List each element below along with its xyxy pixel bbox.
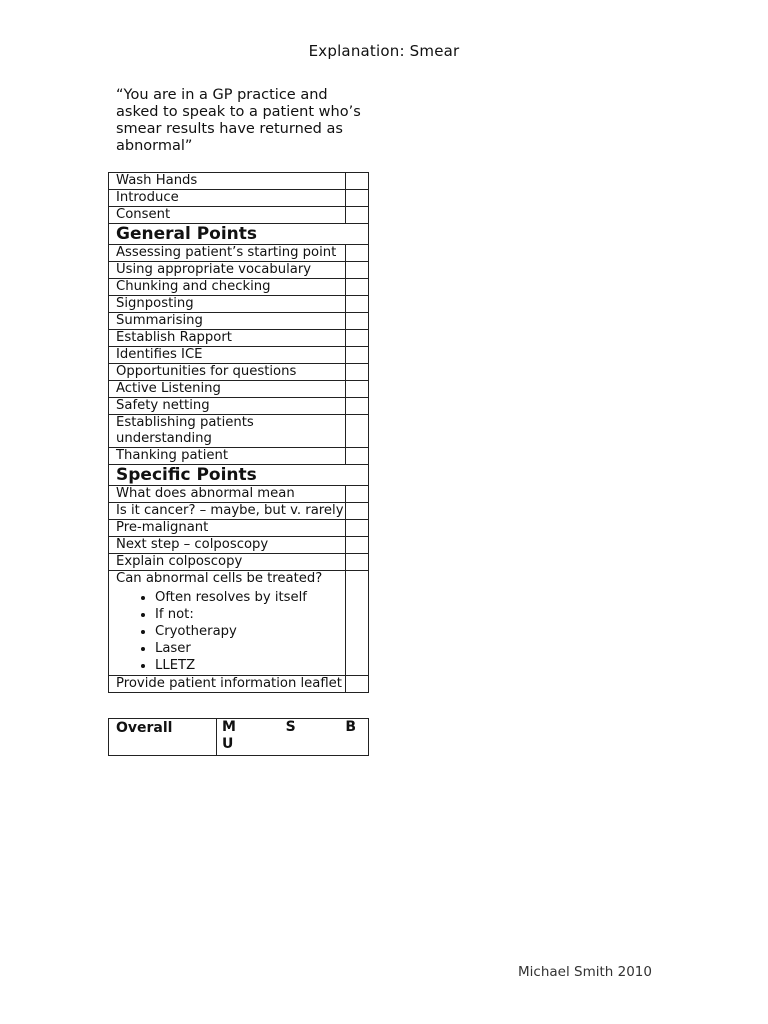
table-row bbox=[109, 486, 369, 503]
table-row bbox=[109, 381, 369, 398]
table-row bbox=[109, 676, 369, 693]
checkbox-cell[interactable] bbox=[346, 262, 369, 279]
treatment-bullets bbox=[116, 589, 345, 674]
list-item: • Often resolves by itself bbox=[155, 589, 345, 606]
table-row bbox=[109, 448, 369, 465]
overall-label: Overall bbox=[109, 719, 217, 756]
list-item: Establish Rapport bbox=[109, 330, 346, 347]
checkbox-cell[interactable] bbox=[346, 486, 369, 503]
checkbox-cell[interactable] bbox=[346, 537, 369, 554]
list-item: Using appropriate vocabulary bbox=[109, 262, 346, 279]
list-item: Signposting bbox=[109, 296, 346, 313]
item-introduce: Introduce bbox=[109, 190, 346, 207]
list-item: What does abnormal mean bbox=[109, 486, 346, 503]
overall-grade-table bbox=[108, 718, 369, 756]
scenario-text: “You are in a GP practice and asked to speak to a patient who’s smear results have returned as abnormal” bbox=[116, 87, 361, 154]
table-row bbox=[109, 364, 369, 381]
list-item: Summarising bbox=[109, 313, 346, 330]
checkbox-cell[interactable] bbox=[346, 571, 369, 676]
table-row bbox=[109, 719, 369, 756]
checkbox-cell[interactable] bbox=[346, 279, 369, 296]
table-row bbox=[109, 262, 369, 279]
table-row bbox=[109, 398, 369, 415]
treatment-question: Can abnormal cells be treated? bbox=[116, 571, 323, 586]
list-item: Pre-malignant bbox=[109, 520, 346, 537]
document-title: Explanation: Smear bbox=[308, 42, 460, 60]
checkbox-cell[interactable] bbox=[346, 381, 369, 398]
table-row bbox=[109, 537, 369, 554]
table-row bbox=[109, 330, 369, 347]
checkbox-cell[interactable] bbox=[346, 207, 369, 224]
checkbox-cell[interactable] bbox=[346, 245, 369, 262]
grade-b[interactable]: B bbox=[345, 719, 356, 735]
checkbox-cell[interactable] bbox=[346, 448, 369, 465]
list-item: Next step – colposcopy bbox=[109, 537, 346, 554]
specific-points-heading: Specific Points bbox=[109, 465, 369, 486]
checkbox-cell[interactable] bbox=[346, 554, 369, 571]
list-item: Chunking and checking bbox=[109, 279, 346, 296]
checklist-table bbox=[108, 172, 369, 693]
list-item: Establishing patients understanding bbox=[109, 415, 346, 448]
list-item: • LLETZ bbox=[155, 657, 345, 674]
treatment-item bbox=[109, 571, 346, 676]
table-row bbox=[109, 415, 369, 448]
grade-u[interactable]: U bbox=[222, 736, 234, 752]
list-item: Provide patient information leaflet bbox=[109, 676, 346, 693]
checkbox-cell[interactable] bbox=[346, 415, 369, 448]
list-item: Thanking patient bbox=[109, 448, 346, 465]
general-points-heading: General Points bbox=[109, 224, 369, 245]
checkbox-cell[interactable] bbox=[346, 190, 369, 207]
grade-options[interactable] bbox=[217, 719, 369, 756]
table-row bbox=[109, 279, 369, 296]
table-row bbox=[109, 347, 369, 364]
item-wash-hands: Wash Hands bbox=[109, 173, 346, 190]
section-heading-row bbox=[109, 465, 369, 486]
table-row bbox=[109, 173, 369, 190]
checkbox-cell[interactable] bbox=[346, 173, 369, 190]
item-consent: Consent bbox=[109, 207, 346, 224]
checkbox-cell[interactable] bbox=[346, 503, 369, 520]
list-item: Safety netting bbox=[109, 398, 346, 415]
list-item: • Cryotherapy bbox=[155, 623, 345, 640]
checkbox-cell[interactable] bbox=[346, 364, 369, 381]
section-heading-row bbox=[109, 224, 369, 245]
list-item: Explain colposcopy bbox=[109, 554, 346, 571]
checkbox-cell[interactable] bbox=[346, 296, 369, 313]
list-item: Opportunities for questions bbox=[109, 364, 346, 381]
table-row bbox=[109, 296, 369, 313]
table-row bbox=[109, 554, 369, 571]
table-row bbox=[109, 245, 369, 262]
list-item: Active Listening bbox=[109, 381, 346, 398]
table-row bbox=[109, 503, 369, 520]
checkbox-cell[interactable] bbox=[346, 347, 369, 364]
checkbox-cell[interactable] bbox=[346, 330, 369, 347]
grade-s[interactable]: S bbox=[285, 719, 296, 735]
checkbox-cell[interactable] bbox=[346, 398, 369, 415]
list-item: Identifies ICE bbox=[109, 347, 346, 364]
table-row bbox=[109, 207, 369, 224]
table-row bbox=[109, 520, 369, 537]
checkbox-cell[interactable] bbox=[346, 313, 369, 330]
checkbox-cell[interactable] bbox=[346, 520, 369, 537]
table-row bbox=[109, 313, 369, 330]
footer-author: Michael Smith 2010 bbox=[518, 964, 652, 980]
checkbox-cell[interactable] bbox=[346, 676, 369, 693]
table-row bbox=[109, 190, 369, 207]
grade-m[interactable]: M bbox=[222, 719, 236, 735]
list-item: • If not: bbox=[155, 606, 345, 623]
list-item: Assessing patient’s starting point bbox=[109, 245, 346, 262]
list-item: Is it cancer? – maybe, but v. rarely bbox=[109, 503, 346, 520]
table-row bbox=[109, 571, 369, 676]
list-item: • Laser bbox=[155, 640, 345, 657]
